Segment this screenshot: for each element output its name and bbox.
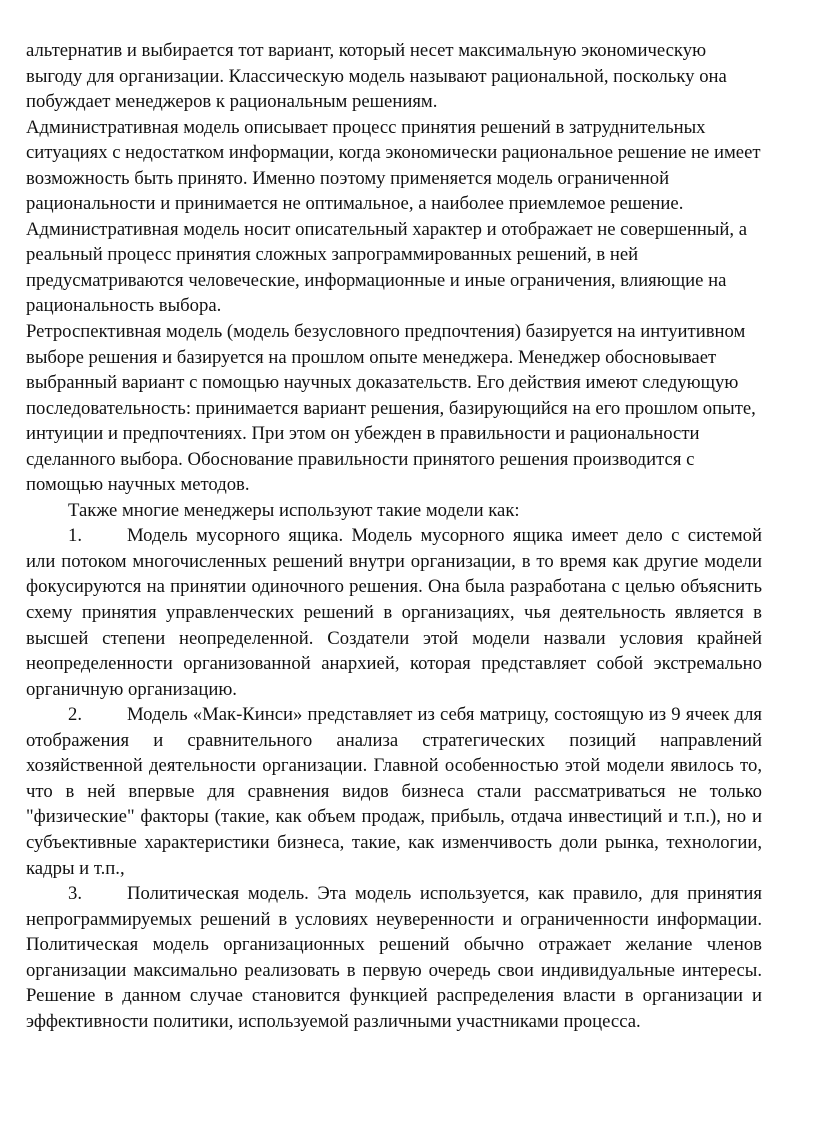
list-item: [26, 702, 762, 881]
list-item-number: 3.: [68, 883, 83, 905]
document-page: [26, 38, 762, 1034]
paragraph-administrative-model-description: Административная модель носит описательный характер и отображает не совершенный, а реальный процесс принятия сложных запрограммированных решений, в ней предусматриваются человеческие, информационные и иные ограничения, влияющие на рациональность выбора.: [26, 218, 748, 317]
list-item-number: 1.: [68, 525, 83, 547]
models-list: [26, 523, 762, 1034]
list-item: [26, 881, 762, 1034]
list-item-text: Политическая модель. Эта модель используется, как правило, для принятия непрограммируемых решений в условиях неуверенности и ограниченности информации. Политическая модель организационных решений обычно отражает желание членов организации максимально реализовать в первую очередь свои индивидуальные интересы. Решение в данном случае становится функцией распределения власти в организации и эффективности политики, используемой различными участниками процесса.: [26, 883, 762, 1032]
list-item-text: Модель мусорного ящика. Модель мусорного ящика имеет дело с системой или потоком многочисленных решений внутри организации, в то время как другие модели фокусируются на принятии одиночного решения. Она была разработана с целью объяснить схему принятия управленческих решений в организациях, чья деятельность является в высшей степени неопределенной. Создатели этой модели назвали условия крайней неопределенности организованной анархией, которая представляет собой экстремально органичную организацию.: [26, 525, 762, 700]
paragraph-classic-model-end: альтернатив и выбирается тот вариант, который несет максимальную экономическую выгоду для организации. Классическую модель называют рациональной, поскольку она побуждает менеджеров к рациональным решениям.: [26, 40, 727, 113]
list-item-number: 2.: [68, 704, 83, 726]
list-intro: Также многие менеджеры используют такие модели как:: [68, 499, 520, 521]
list-item-text: Модель «Мак-Кинси» представляет из себя матрицу, состоящую из 9 ячеек для отображения и сравнительного анализа стратегических позиций направлений хозяйственной деятельности организации. Главной особенностью этой модели явилось то, что в ней впервые для сравнения видов бизнеса стали рассматриваться не только "физические" факторы (такие, как объем продаж, прибыль, отдача инвестиций и т.п.), но и субъективные характеристики бизнеса, такие, как изменчивость доли рынка, технологии, кадры и т.п.,: [26, 704, 762, 879]
paragraph-retrospective-model: Ретроспективная модель (модель безусловного предпочтения) базируется на интуитивном выборе решения и базируется на прошлом опыте менеджера. Менеджер обосновывает выбранный вариант с помощью научных доказательств. Его действия имеют следующую последовательность: принимается вариант решения, базирующийся на его прошлом опыте, интуиции и предпочтениях. При этом он убежден в правильности и рациональности сделанного выбора. Обоснование правильности принятого решения производится с помощью научных методов.: [26, 321, 756, 496]
list-item: [26, 523, 762, 702]
paragraph-administrative-model: Административная модель описывает процесс принятия решений в затруднительных ситуациях с недостатком информации, когда экономически рациональное решение не имеет возможность быть принято. Именно поэтому применяется модель ограниченной рациональности и принимается не оптимальное, а наиболее приемлемое решение.: [26, 116, 761, 215]
